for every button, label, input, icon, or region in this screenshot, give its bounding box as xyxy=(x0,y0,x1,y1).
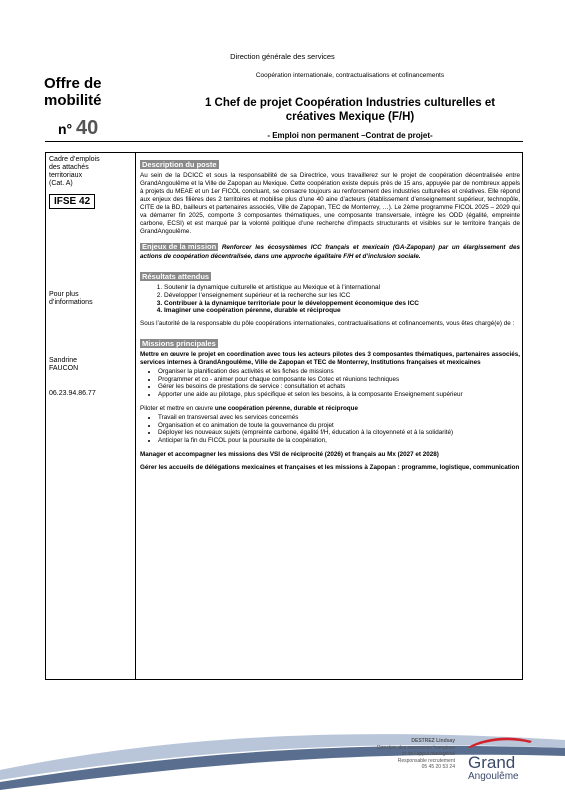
info-line: d’informations xyxy=(49,299,93,306)
list-item: • Déployer les nouveaux sujets (empreinte carbone, égalité f/H, éducation à la citoyenneté et à la solidarité) xyxy=(158,429,520,437)
mission4-text: Gérer les accueils de délégations mexicaines et françaises et les missions à Zapopan : programme, logistique, communication xyxy=(140,464,520,472)
list-item: • Apporter une aide au pilotage, plus spécifique et selon les besoins, à la composante Enseignement supérieur xyxy=(158,391,520,399)
list-item: • Travail en transversal avec les services concernés xyxy=(158,414,520,422)
numero-prefix: n° xyxy=(58,121,73,137)
poste-line2: créatives Mexique (F/H) xyxy=(285,111,415,123)
column-separator xyxy=(135,152,136,680)
logo-line2: Angoulême xyxy=(468,771,519,782)
recruiter-line: et de l’appui managérial xyxy=(401,751,455,757)
recruiter-role: Responsable recrutement xyxy=(397,757,455,764)
poste-title xyxy=(135,96,565,124)
poste-line1: 1 Chef de projet Coopération Industries culturelles et xyxy=(204,97,496,109)
logo-swoosh-icon xyxy=(460,735,540,749)
autorite-text: Sous l’autorité de la responsable du pôle coopérations internationales, contractualisations et cofinancements, vous êtes chargé(e) de : xyxy=(140,320,515,328)
enjeux-text: Renforcer les écosystèmes ICC français et mexicain (GA-Zapopan) par un élargissement des actions de coopération décentralisée, dans une approche égalitaire F/H et d’inclusion sociale. xyxy=(140,244,521,260)
list-item: 4. Imaginer une coopération pérenne, durable et réciproque xyxy=(164,307,520,315)
contact-last-name: FAUCON xyxy=(49,365,79,372)
cadre-line: des attachés xyxy=(49,164,89,171)
pour-plus-info xyxy=(49,291,133,307)
mission1-list xyxy=(140,368,520,398)
cadre-emplois xyxy=(49,156,133,188)
description-text: Au sein de la DCICC et sous la responsabilité de sa Directrice, vous travaillerez sur le projet de coopération décentralisée entre GrandAngoulême et la Ville de Zapopan au Mexique. Cette coopération existe depuis près de 15 ans, appuyée par de nombreux appels à projets du MEAE et un 1er FICOL concluant, se consacre toujours au renforcement des industries culturelles et créatives. Elle répond aux enjeux des filières des 2 territoires et mobilise plus d’une 40 aine d’acteurs (établissement d’enseignement supérieur, technopôle, CITE de la BD, bailleurs et partenaires associés, Ville de Zapopan, TEC de Monterrey, …). Le 2ème programme FICOL 2025 – 2029 qui va démarrer fin 2025, comporte 3 composantes thématiques, une composante transversale, intègre les ODD (égalité, empreinte carbone, ECSI) et est marqué par la volonté politique d’une recherche d’impacts structurants et visibles sur le territoire français de GrandAngoulême. xyxy=(140,172,520,235)
recruiter-signature xyxy=(285,738,455,771)
list-item: 3. Contribuer à la dynamique territoriale pour le développement économique des ICC xyxy=(164,300,520,308)
contact-name xyxy=(49,357,133,373)
contact-phone: 06.23.94.86.77 xyxy=(49,390,96,397)
mission2-intro-a: Piloter et mettre en œuvre xyxy=(140,405,215,413)
logo-line1: Grand xyxy=(468,753,516,772)
direction-label: Direction générale des services xyxy=(230,52,335,61)
main-column xyxy=(140,154,520,472)
recruiter-line: Direction des ressources humaines xyxy=(376,744,455,751)
cooperation-label: Coopération internationale, contractualisations et cofinancements xyxy=(255,72,445,79)
cadre-line: Cadre d’emplois xyxy=(49,156,100,163)
missions-heading: Missions principales xyxy=(142,339,216,349)
recruiter-name: DESTREZ Lindsay xyxy=(411,738,455,744)
emploi-type: - Emploi non permanent –Contrat de projet- xyxy=(267,131,433,140)
mission2-intro-b: une coopération pérenne, durable et réciproque xyxy=(214,405,358,413)
info-line: Pour plus xyxy=(49,291,79,298)
numero-value: 40 xyxy=(76,117,99,139)
list-item: • Gérer les besoins de prestations de service : consultation et achats xyxy=(158,383,520,391)
left-column xyxy=(49,156,133,209)
header-divider xyxy=(45,141,523,142)
offre-numero xyxy=(58,117,98,140)
description-heading: Description du poste xyxy=(142,160,217,169)
mission2-intro xyxy=(140,405,520,413)
list-item: • Organisation et co animation de toute la gouvernance du projet xyxy=(158,422,520,430)
offre-title xyxy=(44,75,124,109)
list-item: 1. Soutenir la dynamique culturelle et artistique au Mexique et à l’international xyxy=(164,284,520,292)
cadre-line: (Cat. A) xyxy=(49,180,73,187)
list-item: • Anticiper la fin du FICOL pour la poursuite de la coopération, xyxy=(158,437,520,445)
mission1-intro: Mettre en œuvre le projet en coordination avec tous les acteurs pilotes des 3 composantes thématiques, partenaires associés, services internes à GrandAngoulême, Ville de Zapopan et TEC de Monterrey, Institutions françaises et mexicaines xyxy=(140,351,520,367)
offre-line2: mobilité xyxy=(44,92,102,109)
mission3-text: Manager et accompagner les missions des VSI de réciprocité (2026) et français au Mx (2027 et 2028) xyxy=(140,451,439,459)
recruiter-phone: 05 45 20 53 24 xyxy=(421,764,455,770)
list-item: 2. Développer l’enseignement supérieur et la recherche sur les ICC xyxy=(164,292,520,300)
cadre-line: territoriaux xyxy=(49,172,83,179)
list-item: • Organiser la planification des activités et les fiches de missions xyxy=(158,368,520,376)
list-item: • Programmer et co - animer pour chaque composante les Cotec et réunions techniques xyxy=(158,376,520,384)
contact-first-name: Sandrine xyxy=(49,357,78,364)
offre-line1: Offre de xyxy=(44,75,102,92)
ifse-badge: IFSE 42 xyxy=(49,194,95,209)
enjeux-block xyxy=(140,241,520,261)
enjeux-heading: Enjeux de la mission xyxy=(142,242,217,251)
mission2-list xyxy=(140,414,520,444)
resultats-list xyxy=(140,284,520,315)
resultats-heading: Résultats attendus xyxy=(142,272,210,281)
grand-angouleme-logo xyxy=(460,735,540,782)
